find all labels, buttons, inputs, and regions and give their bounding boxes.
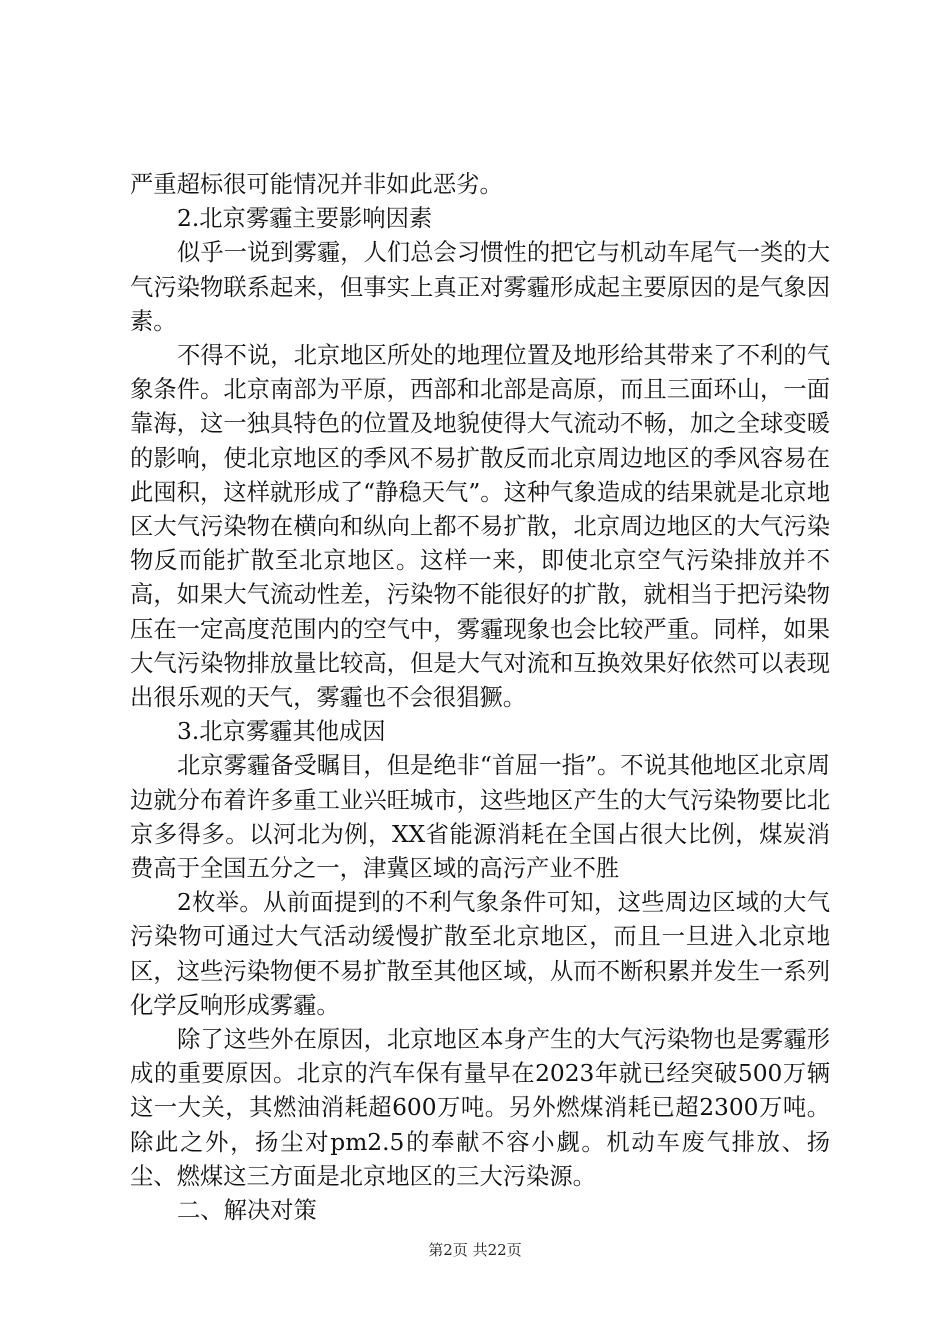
paragraph-continuation: 严重超标很可能情况并非如此恶劣。 (130, 171, 503, 198)
section-heading-other-causes: 3.北京雾霾其他成因 (177, 718, 386, 746)
page-number-label: 第2页 共22页 (428, 1241, 522, 1259)
paragraph-surrounding-regions: 北京雾霾备受瞩目，但是绝非“首屈一指”。不说其他地区北京周边就分布着许多重工业兴旺城市，这些地区产生的大气污染物要比北京多得多。以河北为例，XX省能源消耗在全国占很大比例，煤炭消费高于全国五分之一，津冀区域的高污产业不胜 (130, 752, 830, 883)
document-body (130, 168, 830, 1228)
page-footer (0, 1240, 950, 1260)
section-heading-solutions: 二、解决对策 (177, 1197, 317, 1225)
paragraph-local-sources: 除了这些外在原因，北京地区本身产生的大气污染物也是雾霾形成的重要原因。北京的汽车保有量早在2023年就已经突破500万辆这一大关，其燃油消耗超600万吨。另外燃煤消耗已超2300万吨。除此之外，扬尘对pm2.5的奉献不容小觑。机动车废气排放、扬尘、燃煤这三方面是北京地区的三大污染源。 (130, 1026, 830, 1190)
paragraph-geography: 不得不说，北京地区所处的地理位置及地形给其带来了不利的气象条件。北京南部为平原，西部和北部是高原，而且三面环山，一面靠海，这一独具特色的位置及地貌使得大气流动不畅，加之全球变暖的影响，使北京地区的季风不易扩散反而北京周边地区的季风容易在此囤积，这样就形成了“静稳天气”。这种气象造成的结果就是北京地区大气污染物在横向和纵向上都不易扩散，北京周边地区的大气污染物反而能扩散至北京地区。这样一来，即使北京空气污染排放并不高，如果大气流动性差，污染物不能很好的扩散，就相当于把污染物压在一定高度范围内的空气中，雾霾现象也会比较严重。同样，如果大气污染物排放量比较高，但是大气对流和互换效果好依然可以表现出很乐观的天气，雾霾也不会很猖獗。 (130, 342, 830, 712)
section-heading-main-factors: 2.北京雾霾主要影响因素 (177, 205, 433, 233)
paragraph-intro: 似乎一说到雾霾，人们总会习惯性的把它与机动车尾气一类的大气污染物联系起来，但事实上真正对雾霾形成起主要原因的是气象因素。 (130, 239, 830, 335)
paragraph-enumerate: 2枚举。从前面提到的不利气象条件可知，这些周边区域的大气污染物可通过大气活动缓慢扩散至北京地区，而且一旦进入北京地区，这些污染物便不易扩散至其他区域，从而不断积累并发生一系列化学反响形成雾霾。 (130, 889, 830, 1019)
